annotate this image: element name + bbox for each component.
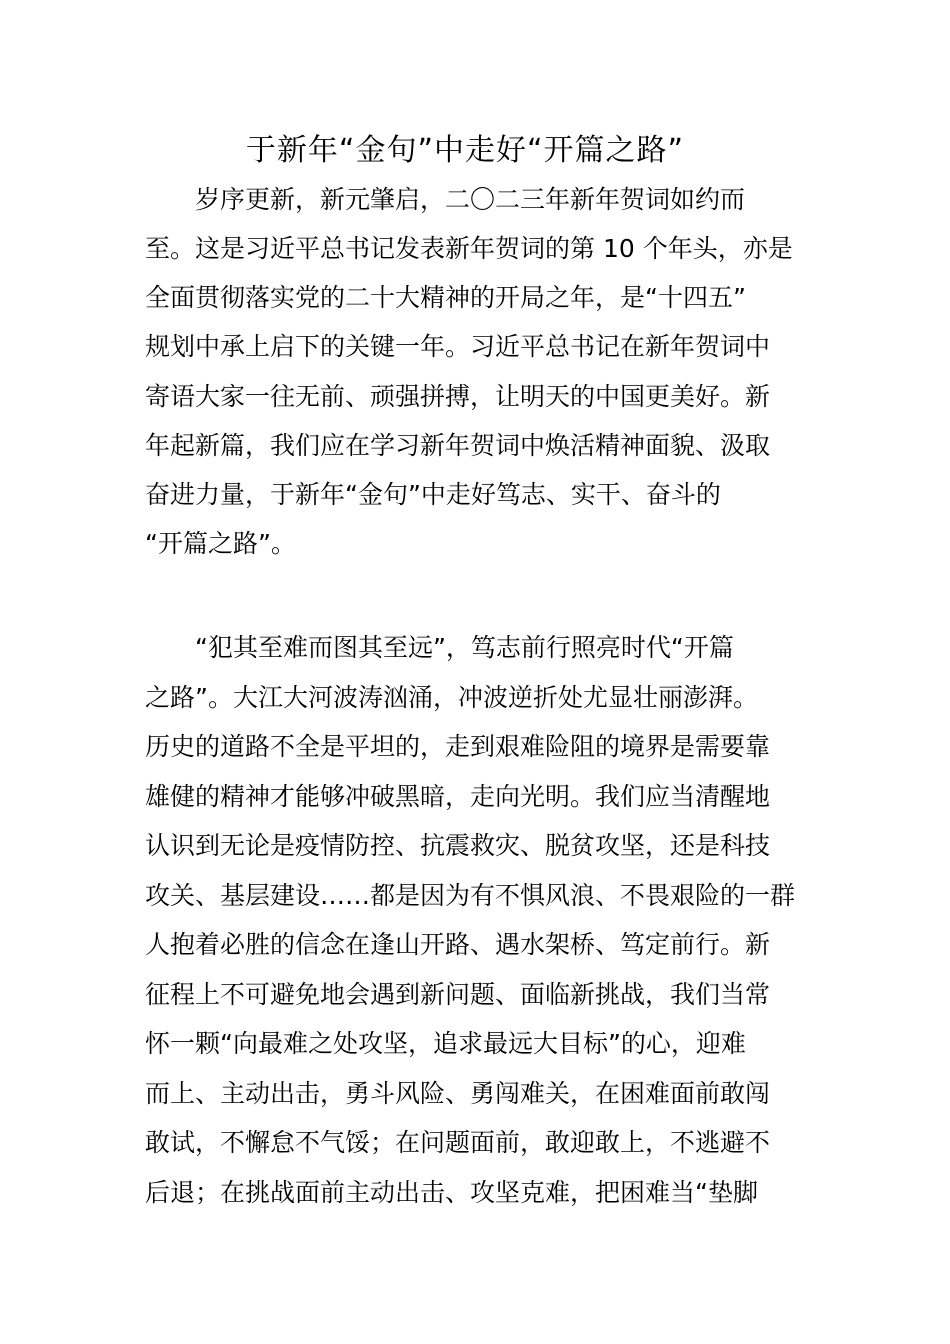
paragraph-2-line-9: 怀一颗“向最难之处攻坚，追求最远大目标”的心，迎难 — [145, 1029, 746, 1058]
paragraph-2-line-7: 人抱着必胜的信念在逢山开路、遇水架桥、笃定前行。新 — [145, 930, 771, 959]
paragraph-2-line-2: 之路”。大江大河波涛汹涌，冲波逆折处尤显壮丽澎湃。 — [145, 683, 758, 712]
paragraph-1-line-6: 年起新篇，我们应在学习新年贺词中焕活精神面貌、汲取 — [145, 431, 771, 460]
paragraph-1-line-3: 全面贯彻落实党的二十大精神的开局之年，是“十四五” — [145, 283, 746, 312]
paragraph-1-line-2: 至。这是习近平总书记发表新年贺词的第 10 个年头，亦是 — [145, 234, 793, 263]
paragraph-1-line-4: 规划中承上启下的关键一年。习近平总书记在新年贺词中 — [145, 332, 771, 361]
paragraph-1-line-1: 岁序更新，新元肇启，二〇二三年新年贺词如约而 — [195, 185, 746, 214]
paragraph-1-line-7: 奋进力量，于新年“金句”中走好笃志、实干、奋斗的 — [145, 480, 721, 509]
paragraph-2-line-12: 后退；在挑战面前主动出击、攻坚克难，把困难当“垫脚 — [145, 1178, 758, 1207]
paragraph-2-line-11: 敢试，不懈怠不气馁；在问题面前，敢迎敢上，不逃避不 — [145, 1128, 771, 1157]
document-title: 于新年“金句”中走好“开篇之路” — [245, 133, 685, 168]
paragraph-1-line-8: “开篇之路”。 — [145, 529, 296, 558]
paragraph-2-line-6: 攻关、基层建设……都是因为有不惧风浪、不畏艰险的一群 — [145, 881, 796, 910]
paragraph-2-line-1: “犯其至难而图其至远”，笃志前行照亮时代“开篇 — [195, 633, 734, 662]
paragraph-2-line-4: 雄健的精神才能够冲破黑暗，走向光明。我们应当清醒地 — [145, 782, 771, 811]
paragraph-2-line-10: 而上、主动出击，勇斗风险、勇闯难关，在困难面前敢闯 — [145, 1079, 771, 1108]
paragraph-2-line-8: 征程上不可避免地会遇到新问题、面临新挑战，我们当常 — [145, 980, 771, 1009]
paragraph-1-line-5: 寄语大家一往无前、顽强拼搏，让明天的中国更美好。新 — [145, 382, 771, 411]
paragraph-2-line-5: 认识到无论是疫情防控、抗震救灾、脱贫攻坚，还是科技 — [145, 831, 771, 860]
paragraph-2-line-3: 历史的道路不全是平坦的，走到艰难险阻的境界是需要靠 — [145, 732, 771, 761]
